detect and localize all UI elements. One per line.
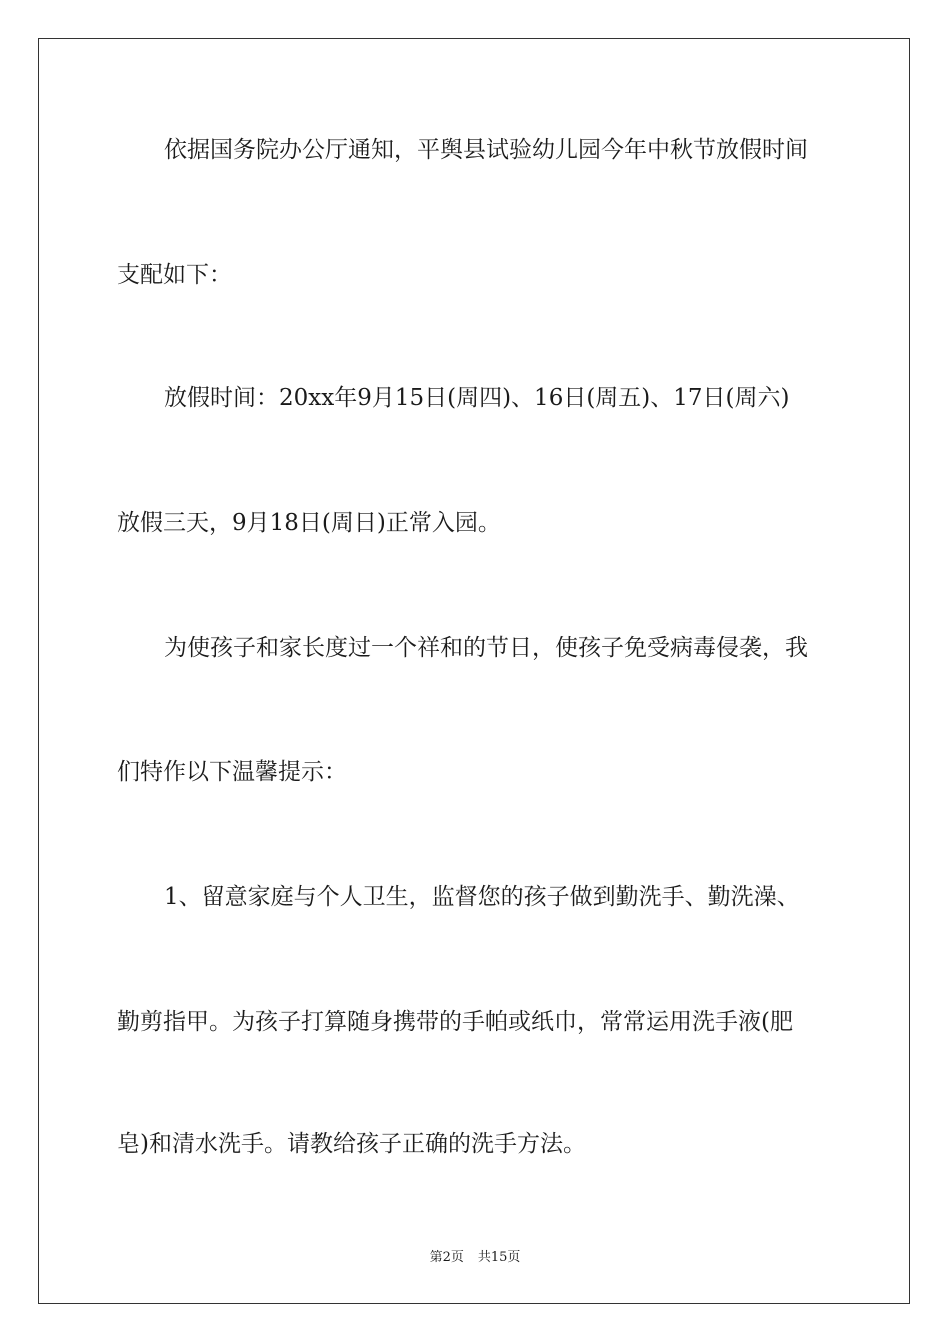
page-number: 第2页: [429, 1250, 464, 1265]
paragraph-1-line-1: 依据国务院办公厅通知，平舆县试验幼儿园今年中秋节放假时间: [164, 137, 808, 163]
page-total: 共15页: [477, 1250, 521, 1265]
page-footer: [0, 1246, 950, 1265]
paragraph-1-line-2: 支配如下：: [117, 262, 232, 288]
paragraph-4-line-3: 皂)和清水洗手。请教给孩子正确的洗手方法。: [117, 1131, 586, 1157]
paragraph-2-line-2: 放假三天，9月18日(周日)正常入园。: [117, 510, 501, 536]
paragraph-2-line-1: 放假时间：20xx年9月15日(周四)、16日(周五)、17日(周六): [164, 385, 790, 411]
paragraph-3-line-2: 们特作以下温馨提示：: [117, 759, 347, 785]
page-border: [38, 38, 910, 1304]
paragraph-3-line-1: 为使孩子和家长度过一个祥和的节日，使孩子免受病毒侵袭，我: [164, 635, 808, 661]
paragraph-4-line-1: 1、留意家庭与个人卫生，监督您的孩子做到勤洗手、勤洗澡、: [164, 884, 800, 910]
paragraph-4-line-2: 勤剪指甲。为孩子打算随身携带的手帕或纸巾，常常运用洗手液(肥: [117, 1009, 793, 1035]
